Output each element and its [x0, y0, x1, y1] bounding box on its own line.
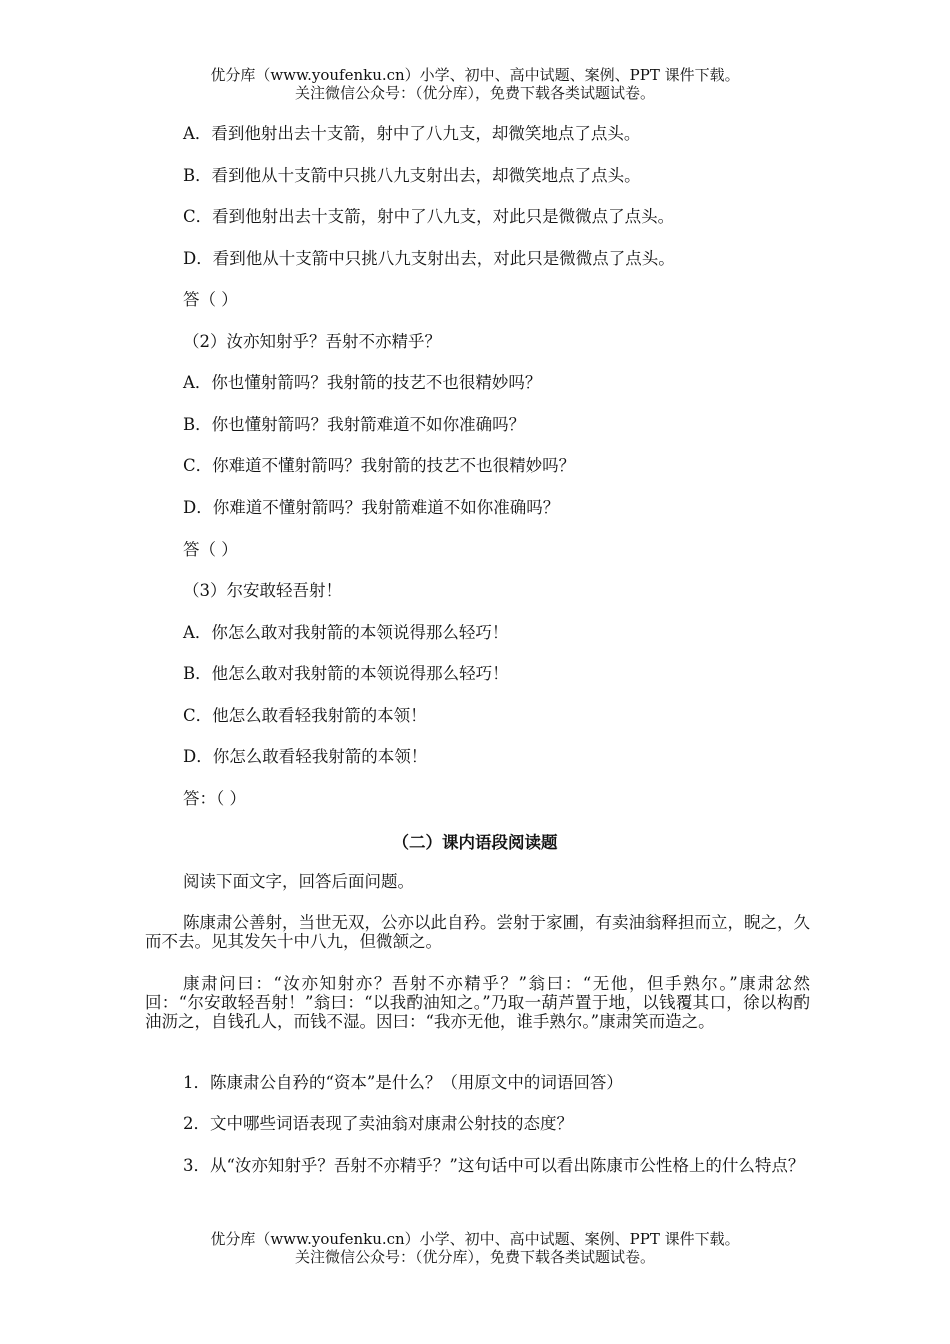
q3-option-d: D．你怎么敢看轻我射箭的本领！	[183, 747, 428, 766]
q2-answer: 答（ ）	[183, 540, 238, 559]
q3-answer: 答：（ ）	[183, 789, 246, 808]
header-line-1: 优分库（www.youfenku.cn）小学、初中、高中试题、案例、PPT 课件下载。	[210, 66, 740, 84]
section-title: （二）课内语段阅读题	[392, 833, 558, 852]
footer-line-1: 优分库（www.youfenku.cn）小学、初中、高中试题、案例、PPT 课件下载。	[210, 1230, 740, 1248]
q3-option-a: A．你怎么敢对我射箭的本领说得那么轻巧！	[183, 623, 509, 642]
q2-prompt: （2）汝亦知射乎？吾射不亦精乎？	[183, 332, 441, 351]
page-footer	[0, 1230, 950, 1266]
q1-option-c: C．看到他射出去十支箭，射中了八九支，对此只是微微点了点头。	[183, 207, 675, 226]
q2-option-c: C．你难道不懂射箭吗？我射箭的技艺不也很精妙吗？	[183, 456, 576, 475]
reading-instruction: 阅读下面文字，回答后面问题。	[183, 872, 414, 891]
q3-option-b: B．他怎么敢对我射箭的本领说得那么轻巧！	[183, 664, 509, 683]
question-1: 1．陈康肃公自矜的“资本”是什么？（用原文中的词语回答）	[183, 1073, 623, 1092]
q3-prompt: （3）尔安敢轻吾射！	[183, 581, 342, 600]
q3-option-c: C．他怎么敢看轻我射箭的本领！	[183, 706, 427, 725]
header-line-2: 关注微信公众号：（优分库），免费下载各类试题试卷。	[294, 84, 655, 102]
footer-line-2: 关注微信公众号：（优分库），免费下载各类试题试卷。	[294, 1248, 655, 1266]
q1-option-a: A．看到他射出去十支箭，射中了八九支，却微笑地点了点头。	[183, 124, 641, 143]
question-2: 2．文中哪些词语表现了卖油翁对康肃公射技的态度？	[183, 1114, 573, 1133]
q1-option-b: B．看到他从十支箭中只挑八九支射出去，却微笑地点了点头。	[183, 166, 641, 185]
page-header	[0, 66, 950, 102]
passage-paragraph-2: 康肃问曰：“汝亦知射亦？吾射不亦精乎？”翁曰：“无他，但手熟尔。”康肃忿然回：“尔安敢轻吾射！”翁曰：“以我酌油知之。”乃取一葫芦置于地，以钱覆其口，徐以构酌油沥之，自钱孔人，而钱不湿。因曰：“我亦无他，谁手熟尔。”康肃笑而造之。	[145, 974, 810, 1031]
passage-paragraph-1: 陈康肃公善射，当世无双，公亦以此自矜。尝射于家圃，有卖油翁释担而立，睨之，久而不去。见其发矢十中八九，但微颔之。	[145, 913, 810, 951]
question-3: 3．从“汝亦知射乎？吾射不亦精乎？”这句话中可以看出陈康市公性格上的什么特点？	[183, 1156, 805, 1175]
q2-option-d: D．你难道不懂射箭吗？我射箭难道不如你准确吗？	[183, 498, 560, 517]
q2-option-b: B．你也懂射箭吗？我射箭难道不如你准确吗？	[183, 415, 526, 434]
q2-option-a: A．你也懂射箭吗？我射箭的技艺不也很精妙吗？	[183, 373, 542, 392]
q1-option-d: D．看到他从十支箭中只挑八九支射出去，对此只是微微点了点头。	[183, 249, 675, 268]
q1-answer: 答（ ）	[183, 290, 238, 309]
